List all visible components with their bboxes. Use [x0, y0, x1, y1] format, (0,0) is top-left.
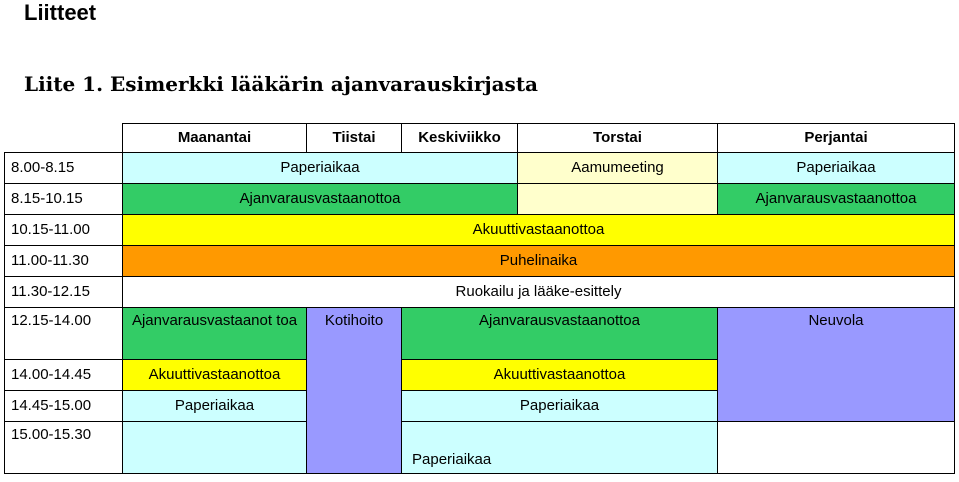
time-cell: 14.00-14.45	[5, 360, 123, 391]
time-cell: 12.15-14.00	[5, 308, 123, 360]
paperwork-label: Paperiaikaa	[412, 451, 492, 468]
appendix-title: Liite 1. Esimerkki lääkärin ajanvarauskirjasta	[24, 72, 539, 96]
time-cell: 8.15-10.15	[5, 184, 123, 215]
appointment-cell: Ajanvarausvastaanottoa	[402, 308, 718, 360]
acute-reception-cell: Akuuttivastaanottoa	[123, 215, 955, 246]
day-header-tuesday: Tiistai	[307, 124, 402, 153]
table-row	[5, 184, 955, 215]
time-cell: 11.00-11.30	[5, 246, 123, 277]
phone-hours-cell: Puhelinaika	[123, 246, 955, 277]
corner-cell	[5, 124, 123, 153]
table-row	[5, 422, 955, 474]
paperwork-cell	[402, 422, 718, 474]
day-header-thursday: Torstai	[518, 124, 718, 153]
acute-reception-cell: Akuuttivastaanottoa	[123, 360, 307, 391]
time-cell: 10.15-11.00	[5, 215, 123, 246]
appointment-cell: Ajanvarausvastaanot toa	[123, 308, 307, 360]
paperwork-cell	[123, 422, 307, 474]
table-row	[5, 246, 955, 277]
page-heading: Liitteet	[24, 0, 97, 25]
paperwork-cell: Paperiaikaa	[123, 153, 518, 184]
paperwork-cell: Paperiaikaa	[123, 391, 307, 422]
day-header-wednesday: Keskiviikko	[402, 124, 518, 153]
day-header-monday: Maanantai	[123, 124, 307, 153]
morning-meeting-cell	[518, 184, 718, 215]
time-cell: 14.45-15.00	[5, 391, 123, 422]
time-cell: 11.30-12.15	[5, 277, 123, 308]
morning-meeting-cell: Aamumeeting	[518, 153, 718, 184]
appointment-cell: Ajanvarausvastaanottoa	[123, 184, 518, 215]
table-row	[5, 153, 955, 184]
empty-cell	[718, 422, 955, 474]
day-header-friday: Perjantai	[718, 124, 955, 153]
maternity-clinic-cell: Neuvola	[718, 308, 955, 422]
lunch-cell: Ruokailu ja lääke-esittely	[123, 277, 955, 308]
table-row	[5, 308, 955, 360]
appointment-cell: Ajanvarausvastaanottoa	[718, 184, 955, 215]
time-cell: 15.00-15.30	[5, 422, 123, 474]
paperwork-cell: Paperiaikaa	[402, 391, 718, 422]
table-row	[5, 277, 955, 308]
acute-reception-cell: Akuuttivastaanottoa	[402, 360, 718, 391]
paperwork-cell: Paperiaikaa	[718, 153, 955, 184]
time-cell: 8.00-8.15	[5, 153, 123, 184]
header-row	[5, 124, 955, 153]
table-row	[5, 215, 955, 246]
home-care-cell: Kotihoito	[307, 308, 402, 474]
schedule-table	[4, 123, 955, 474]
